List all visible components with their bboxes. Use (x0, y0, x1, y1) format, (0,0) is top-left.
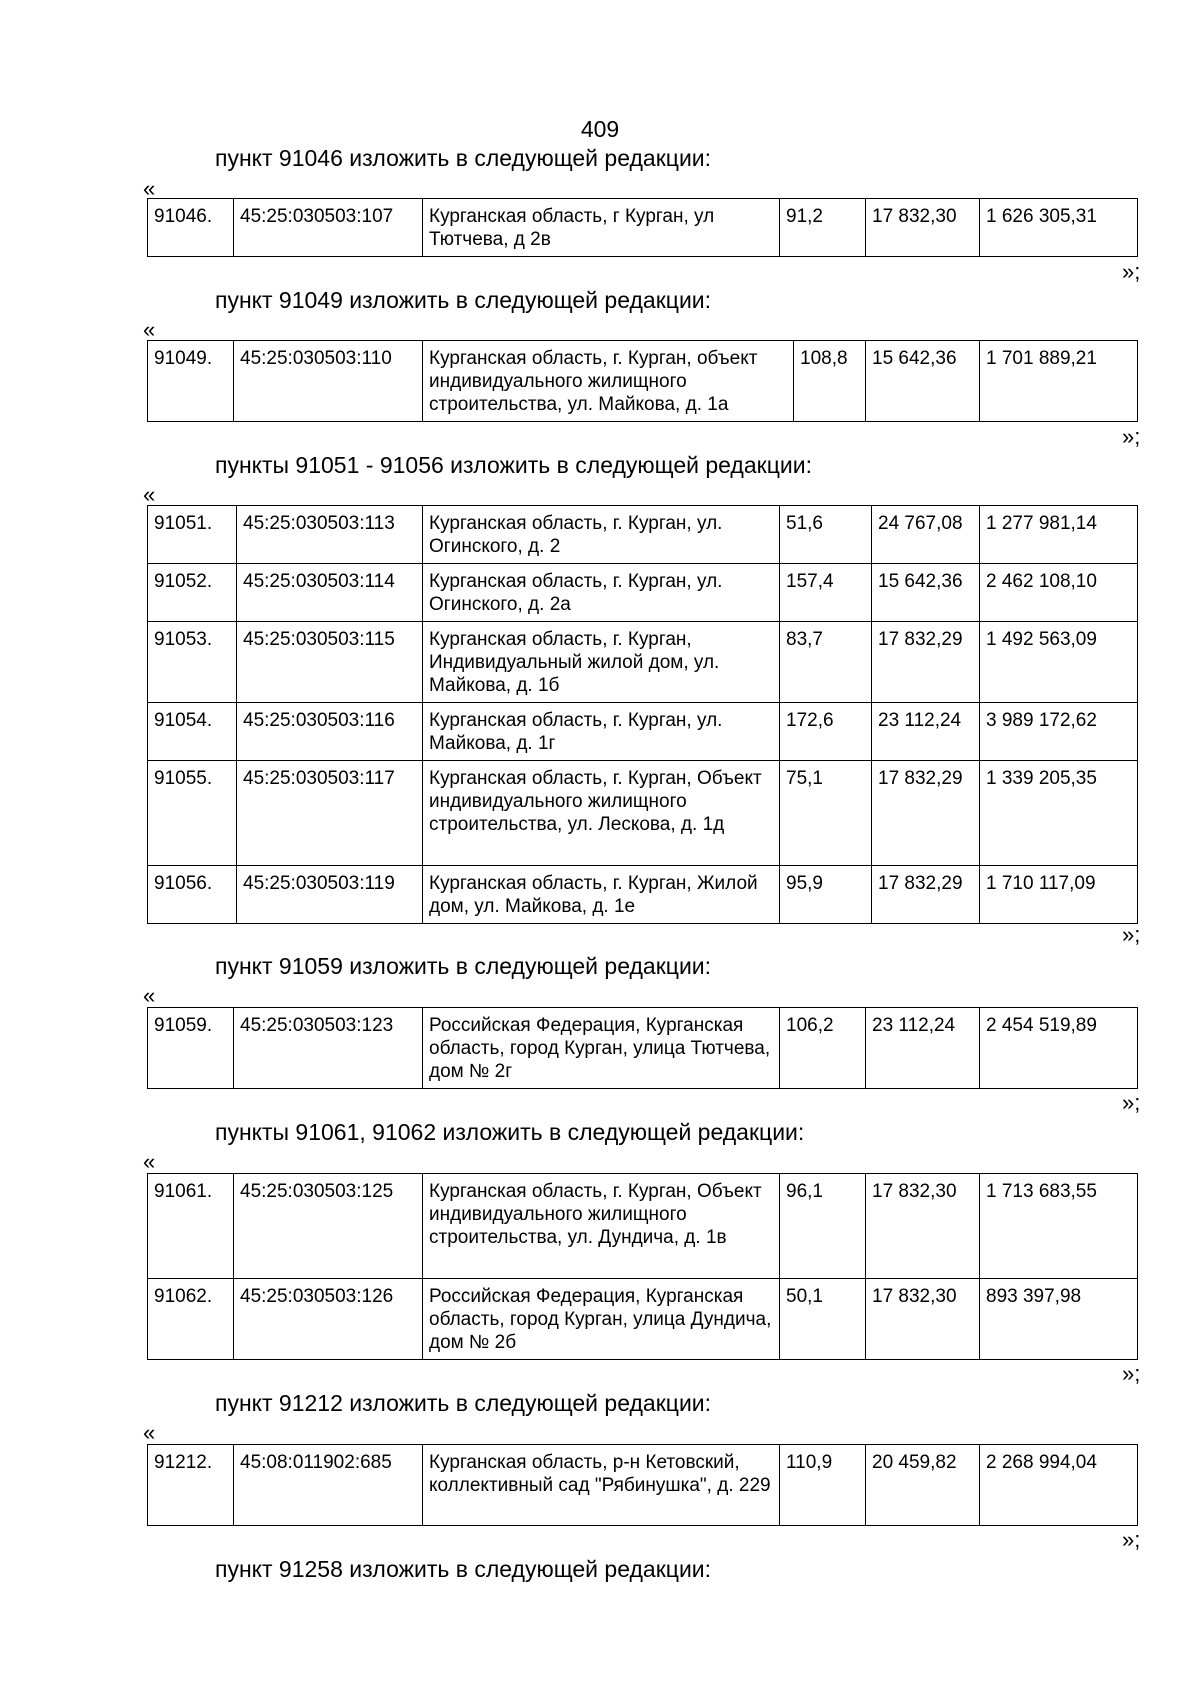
page-number: 409 (580, 116, 620, 142)
close-quote: »; (1122, 1090, 1141, 1115)
close-quote: »; (1122, 922, 1141, 947)
address: Курганская область, г. Курган, объект индивидуального жилищного строительства, ул. Майкова, д. 1а (423, 341, 794, 422)
address: Курганская область, г. Курган, ул. Огинского, д. 2 (423, 506, 780, 564)
cadastral-number: 45:25:030503:123 (234, 1008, 423, 1089)
unit-value: 17 832,30 (866, 1174, 980, 1279)
open-quote: « (143, 983, 156, 1008)
area: 75,1 (780, 761, 872, 866)
cadastral-number: 45:25:030503:113 (237, 506, 423, 564)
amendment-table (147, 198, 1138, 257)
row-number: 91049. (148, 341, 234, 422)
unit-value: 17 832,29 (872, 761, 980, 866)
amendment-table (147, 1444, 1138, 1526)
unit-value: 15 642,36 (872, 564, 980, 622)
cadastral-number: 45:25:030503:125 (234, 1174, 423, 1279)
section-heading: пункт 91049 изложить в следующей редакции: (215, 287, 712, 313)
row-number: 91056. (148, 866, 237, 924)
amendment-table (147, 505, 1138, 924)
row-number: 91212. (148, 1445, 234, 1526)
cadastral-value: 1 626 305,31 (980, 199, 1138, 257)
table-row (148, 341, 1138, 422)
area: 172,6 (780, 703, 872, 761)
amendment-table (147, 1007, 1138, 1089)
table-row (148, 866, 1138, 924)
row-number: 91053. (148, 622, 237, 703)
row-number: 91046. (148, 199, 234, 257)
close-quote: »; (1122, 424, 1141, 449)
unit-value: 17 832,29 (872, 622, 980, 703)
row-number: 91052. (148, 564, 237, 622)
open-quote: « (143, 1149, 156, 1174)
unit-value: 15 642,36 (866, 341, 980, 422)
area: 51,6 (780, 506, 872, 564)
table-row (148, 622, 1138, 703)
address: Курганская область, г. Курган, ул. Майкова, д. 1г (423, 703, 780, 761)
open-quote: « (143, 1420, 156, 1445)
area: 110,9 (780, 1445, 866, 1526)
close-quote: »; (1122, 1527, 1141, 1552)
section-heading: пункт 91258 изложить в следующей редакции: (215, 1556, 712, 1582)
cadastral-value: 2 268 994,04 (980, 1445, 1138, 1526)
section-heading: пункт 91059 изложить в следующей редакции: (215, 953, 712, 979)
address: Российская Федерация, Курганская область, город Курган, улица Дундича, дом № 2б (423, 1279, 780, 1360)
table-row (148, 1279, 1138, 1360)
cadastral-value: 1 713 683,55 (980, 1174, 1138, 1279)
cadastral-number: 45:25:030503:110 (234, 341, 423, 422)
cadastral-number: 45:25:030503:115 (237, 622, 423, 703)
cadastral-value: 1 277 981,14 (980, 506, 1138, 564)
unit-value: 24 767,08 (872, 506, 980, 564)
cadastral-value: 3 989 172,62 (980, 703, 1138, 761)
amendment-table (147, 1173, 1138, 1360)
area: 157,4 (780, 564, 872, 622)
address: Курганская область, г Курган, ул Тютчева, д 2в (423, 199, 780, 257)
close-quote: »; (1122, 259, 1141, 284)
cadastral-number: 45:25:030503:117 (237, 761, 423, 866)
area: 108,8 (794, 341, 866, 422)
cadastral-value: 2 454 519,89 (980, 1008, 1138, 1089)
section-heading: пункты 91061, 91062 изложить в следующей редакции: (215, 1119, 805, 1145)
unit-value: 17 832,30 (866, 1279, 980, 1360)
table-row (148, 564, 1138, 622)
address: Курганская область, р-н Кетовский, коллективный сад "Рябинушка", д. 229 (423, 1445, 780, 1526)
cadastral-number: 45:25:030503:116 (237, 703, 423, 761)
cadastral-value: 1 710 117,09 (980, 866, 1138, 924)
table-row (148, 761, 1138, 866)
open-quote: « (143, 482, 156, 507)
unit-value: 17 832,29 (872, 866, 980, 924)
row-number: 91059. (148, 1008, 234, 1089)
row-number: 91062. (148, 1279, 234, 1360)
unit-value: 23 112,24 (866, 1008, 980, 1089)
area: 106,2 (780, 1008, 866, 1089)
open-quote: « (143, 176, 156, 201)
cadastral-number: 45:08:011902:685 (234, 1445, 423, 1526)
unit-value: 23 112,24 (872, 703, 980, 761)
address: Курганская область, г. Курган, Объект индивидуального жилищного строительства, ул. Дундича, д. 1в (423, 1174, 780, 1279)
cadastral-number: 45:25:030503:126 (234, 1279, 423, 1360)
address: Курганская область, г. Курган, Индивидуальный жилой дом, ул. Майкова, д. 1б (423, 622, 780, 703)
area: 96,1 (780, 1174, 866, 1279)
table-row (148, 703, 1138, 761)
cadastral-value: 893 397,98 (980, 1279, 1138, 1360)
row-number: 91051. (148, 506, 237, 564)
cadastral-number: 45:25:030503:114 (237, 564, 423, 622)
open-quote: « (143, 317, 156, 342)
row-number: 91055. (148, 761, 237, 866)
area: 50,1 (780, 1279, 866, 1360)
unit-value: 20 459,82 (866, 1445, 980, 1526)
address: Курганская область, г. Курган, Жилой дом, ул. Майкова, д. 1е (423, 866, 780, 924)
area: 83,7 (780, 622, 872, 703)
area: 95,9 (780, 866, 872, 924)
section-heading: пункты 91051 - 91056 изложить в следующей редакции: (215, 452, 812, 478)
cadastral-value: 1 492 563,09 (980, 622, 1138, 703)
table-row (148, 506, 1138, 564)
amendment-table (147, 340, 1138, 422)
cadastral-value: 1 701 889,21 (980, 341, 1138, 422)
table-row (148, 1445, 1138, 1526)
cadastral-number: 45:25:030503:107 (234, 199, 423, 257)
table-row (148, 199, 1138, 257)
address: Курганская область, г. Курган, Объект индивидуального жилищного строительства, ул. Лескова, д. 1д (423, 761, 780, 866)
unit-value: 17 832,30 (866, 199, 980, 257)
cadastral-value: 1 339 205,35 (980, 761, 1138, 866)
section-heading: пункт 91212 изложить в следующей редакции: (215, 1390, 712, 1416)
table-row (148, 1008, 1138, 1089)
cadastral-value: 2 462 108,10 (980, 564, 1138, 622)
cadastral-number: 45:25:030503:119 (237, 866, 423, 924)
row-number: 91054. (148, 703, 237, 761)
section-heading: пункт 91046 изложить в следующей редакции: (215, 145, 712, 171)
address: Курганская область, г. Курган, ул. Огинского, д. 2а (423, 564, 780, 622)
close-quote: »; (1122, 1361, 1141, 1386)
address: Российская Федерация, Курганская область, город Курган, улица Тютчева, дом № 2г (423, 1008, 780, 1089)
table-row (148, 1174, 1138, 1279)
row-number: 91061. (148, 1174, 234, 1279)
area: 91,2 (780, 199, 866, 257)
